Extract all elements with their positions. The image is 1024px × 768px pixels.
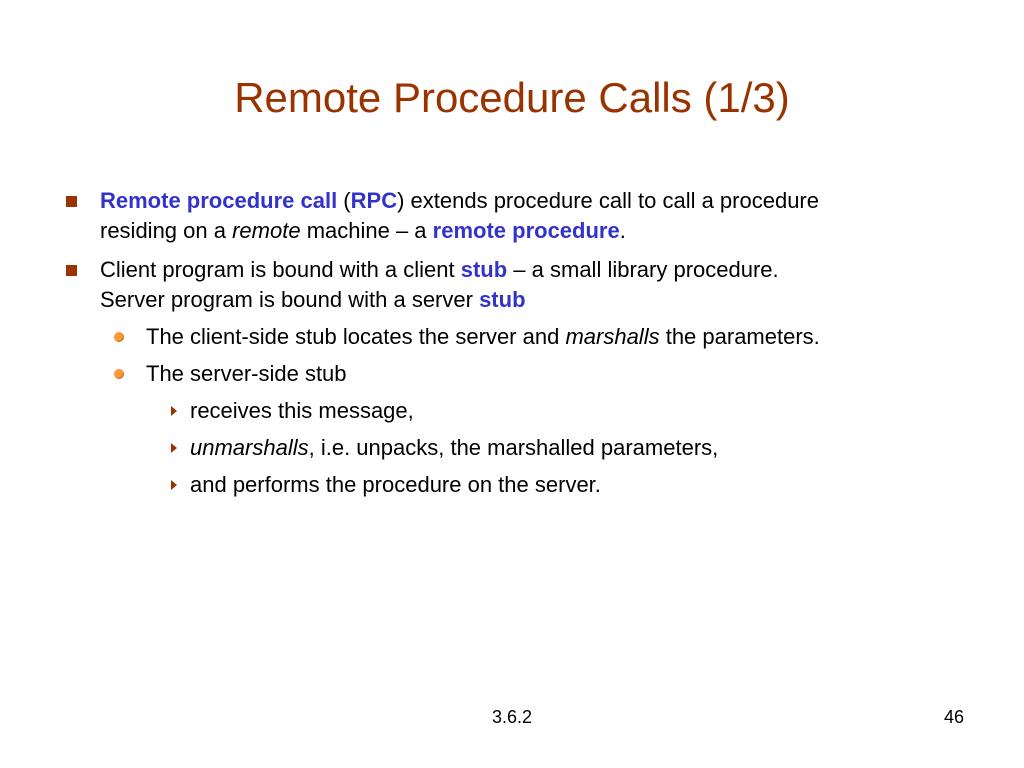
round-bullet-icon (114, 332, 124, 342)
text-segment: The server-side stub (146, 361, 347, 386)
triangle-arrow-bullet-icon (171, 443, 177, 453)
text-segment: the parameters. (659, 324, 820, 349)
text-segment: Server program is bound with a server (100, 287, 480, 312)
square-bullet-icon (66, 196, 77, 207)
text-segment: machine – a (300, 218, 433, 243)
text-segment: . (619, 218, 626, 243)
square-bullet-icon (66, 265, 77, 276)
term-unmarshalls: unmarshalls (190, 435, 309, 460)
text-segment: receives this message, (190, 398, 414, 423)
term-remote-procedure: remote procedure (432, 218, 620, 243)
bullet-stubs (100, 255, 960, 315)
term-remote-procedure-call: Remote procedure call (100, 188, 338, 213)
triangle-arrow-bullet-icon (171, 480, 177, 490)
term-marshalls: marshalls (565, 324, 660, 349)
text-segment: ( (337, 188, 351, 213)
text-segment: , i.e. unpacks, the marshalled parameters, (308, 435, 719, 460)
subbullet-client-stub (146, 322, 966, 352)
page-number: 46 (943, 707, 964, 727)
term-rpc: RPC (350, 188, 398, 213)
subsubbullet-unmarshalls (190, 433, 970, 463)
subsubbullet-performs (190, 470, 970, 500)
term-stub: stub (460, 257, 508, 282)
term-remote: remote (232, 218, 301, 243)
subbullet-server-stub (146, 359, 966, 389)
text-segment: – a small library procedure. (507, 257, 779, 282)
text-segment: Client program is bound with a client (100, 257, 461, 282)
subsubbullet-receives (190, 396, 970, 426)
footer-section-number: 3.6.2 (491, 707, 533, 727)
triangle-arrow-bullet-icon (171, 406, 177, 416)
text-segment: ) extends procedure call to call a procedure (397, 188, 819, 213)
text-segment: The client-side stub locates the server and (146, 324, 566, 349)
round-bullet-icon (114, 369, 124, 379)
bullet-rpc-definition (100, 186, 960, 246)
text-segment: residing on a (100, 218, 233, 243)
slide-title: Remote Procedure Calls (1/3) (234, 74, 790, 121)
text-segment: and performs the procedure on the server. (190, 472, 601, 497)
term-stub: stub (479, 287, 526, 312)
